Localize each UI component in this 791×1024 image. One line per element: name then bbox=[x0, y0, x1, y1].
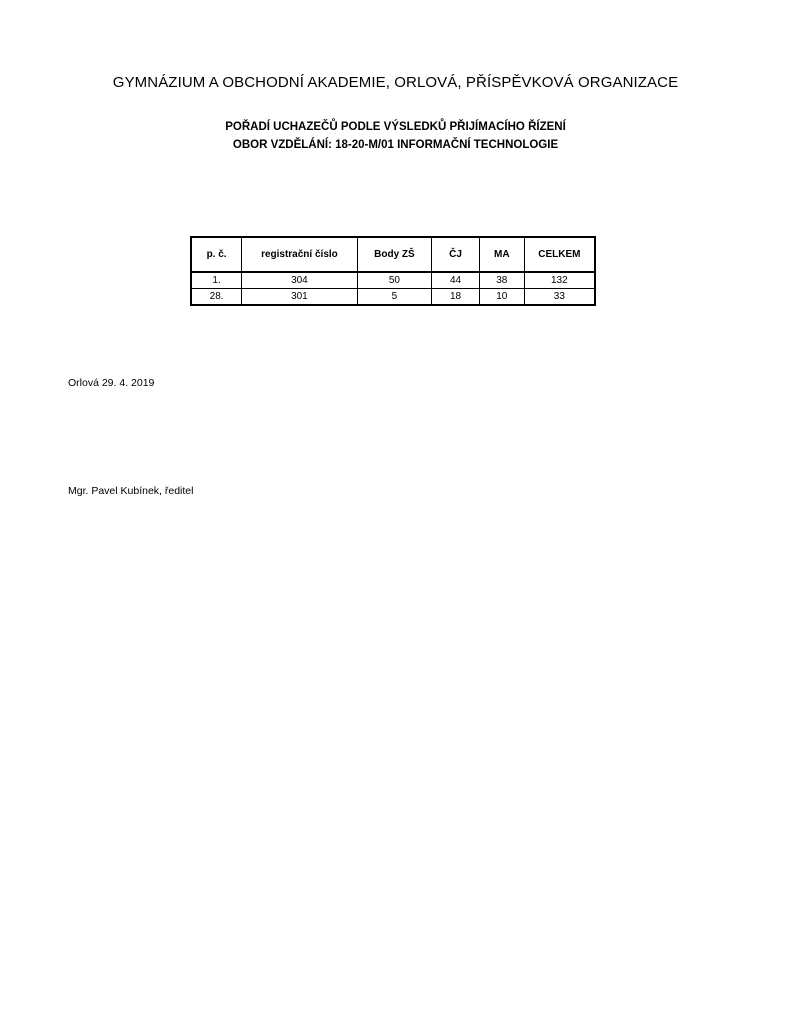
table-row bbox=[191, 272, 595, 289]
cell-order: 28. bbox=[191, 289, 242, 306]
header-registration-number: registrační číslo bbox=[242, 237, 357, 272]
cell-cj: 18 bbox=[432, 289, 480, 306]
document-subtitle-field: OBOR VZDĚLÁNÍ: 18-20-M/01 INFORMAČNÍ TECHNOLOGIE bbox=[232, 139, 559, 151]
cell-ma: 10 bbox=[479, 289, 524, 306]
cell-ma: 38 bbox=[479, 272, 524, 289]
table-header-row bbox=[191, 237, 595, 272]
cell-order: 1. bbox=[191, 272, 242, 289]
document-subtitle-ranking: POŘADÍ UCHAZEČŮ PODLE VÝSLEDKŮ PŘIJÍMACÍHO ŘÍZENÍ bbox=[225, 121, 566, 133]
results-table bbox=[190, 236, 596, 306]
header-total: CELKEM bbox=[524, 237, 595, 272]
cell-points-zs: 50 bbox=[357, 272, 432, 289]
header-points-zs: Body ZŠ bbox=[357, 237, 432, 272]
document-title: GYMNÁZIUM A OBCHODNÍ AKADEMIE, ORLOVÁ, PŘÍSPĚVKOVÁ ORGANIZACE bbox=[112, 74, 679, 91]
place-and-date: Orlová 29. 4. 2019 bbox=[68, 377, 155, 389]
cell-registration-number: 301 bbox=[242, 289, 357, 306]
header-ma: MA bbox=[479, 237, 524, 272]
cell-registration-number: 304 bbox=[242, 272, 357, 289]
cell-cj: 44 bbox=[432, 272, 480, 289]
cell-points-zs: 5 bbox=[357, 289, 432, 306]
table-row bbox=[191, 289, 595, 306]
header-order: p. č. bbox=[191, 237, 242, 272]
signature-line: Mgr. Pavel Kubínek, ředitel bbox=[68, 485, 194, 497]
header-cj: ČJ bbox=[432, 237, 480, 272]
cell-total: 33 bbox=[524, 289, 595, 306]
cell-total: 132 bbox=[524, 272, 595, 289]
